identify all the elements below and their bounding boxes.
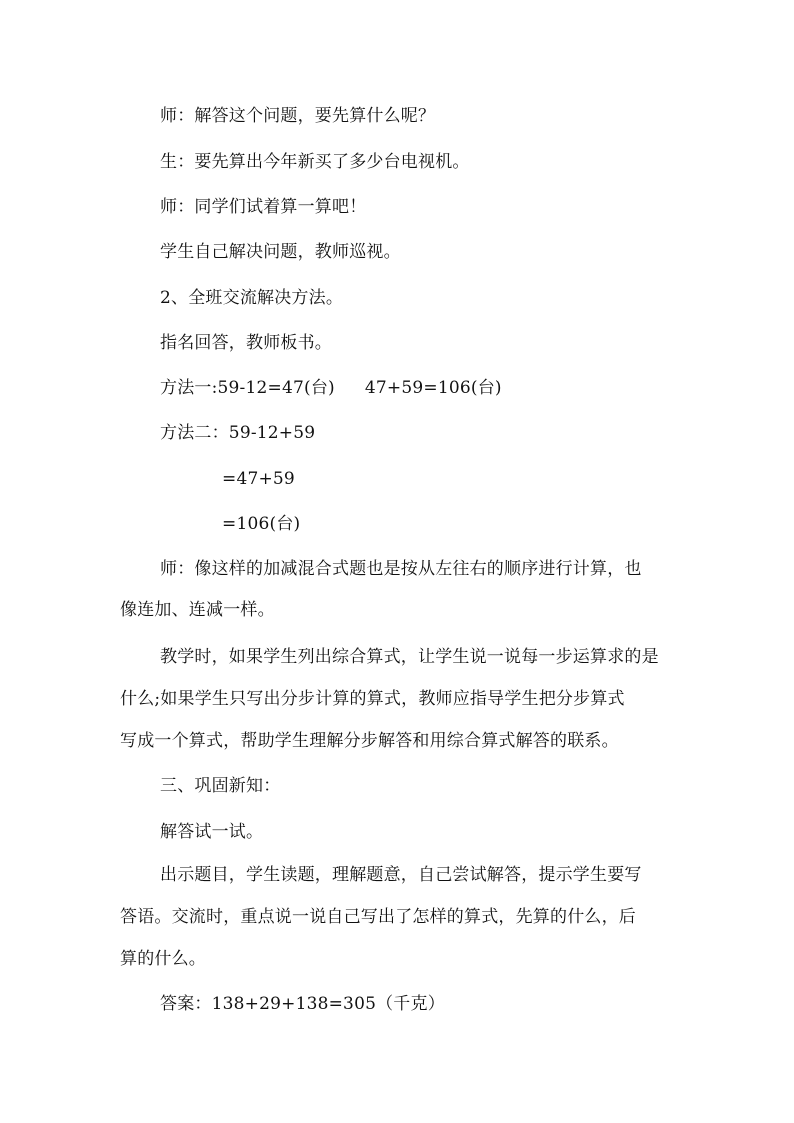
teaching-note-line-2: 什么;如果学生只写出分步计算的算式，教师应指导学生把分步算式 <box>120 689 625 709</box>
dialogue-teacher-question: 师：解答这个问题，要先算什么呢？ <box>160 106 436 126</box>
dialogue-teacher-prompt: 师：同学们试着算一算吧！ <box>160 197 367 217</box>
method-two-result: =106(台) <box>222 514 301 534</box>
teacher-explanation-line-2: 像连加、连减一样。 <box>120 600 275 620</box>
method-two-step-1: =47+59 <box>222 469 295 489</box>
teacher-explanation-line-1: 师：像这样的加减混合式题也是按从左往右的顺序进行计算，也 <box>160 559 642 579</box>
step-heading: 2、全班交流解决方法。 <box>160 288 344 308</box>
answer-line: 答案：138+29+138=305（千克） <box>160 994 445 1014</box>
board-note: 指名回答，教师板书。 <box>160 333 332 353</box>
section-heading: 三、巩固新知： <box>160 776 281 796</box>
method-one-step-1: 方法一:59-12=47(台) <box>160 378 335 398</box>
activity-description: 学生自己解决问题，教师巡视。 <box>160 242 401 262</box>
exercise-title: 解答试一试。 <box>160 822 264 842</box>
exercise-note-line-2: 答语。交流时，重点说一说自己写出了怎样的算式，先算的什么，后 <box>120 907 636 927</box>
teaching-note-line-3: 写成一个算式，帮助学生理解分步解答和用综合算式解答的联系。 <box>120 731 619 751</box>
method-two-expression: 方法二：59-12+59 <box>160 423 316 443</box>
dialogue-student-answer: 生：要先算出今年新买了多少台电视机。 <box>160 152 470 172</box>
exercise-note-line-1: 出示题目，学生读题，理解题意，自己尝试解答，提示学生要写 <box>160 865 642 885</box>
exercise-note-line-3: 算的什么。 <box>120 949 206 969</box>
method-one-line <box>160 377 502 399</box>
method-one-step-2: 47+59=106(台) <box>364 378 502 398</box>
teaching-note-line-1: 教学时，如果学生列出综合算式，让学生说一说每一步运算求的是 <box>160 647 659 667</box>
